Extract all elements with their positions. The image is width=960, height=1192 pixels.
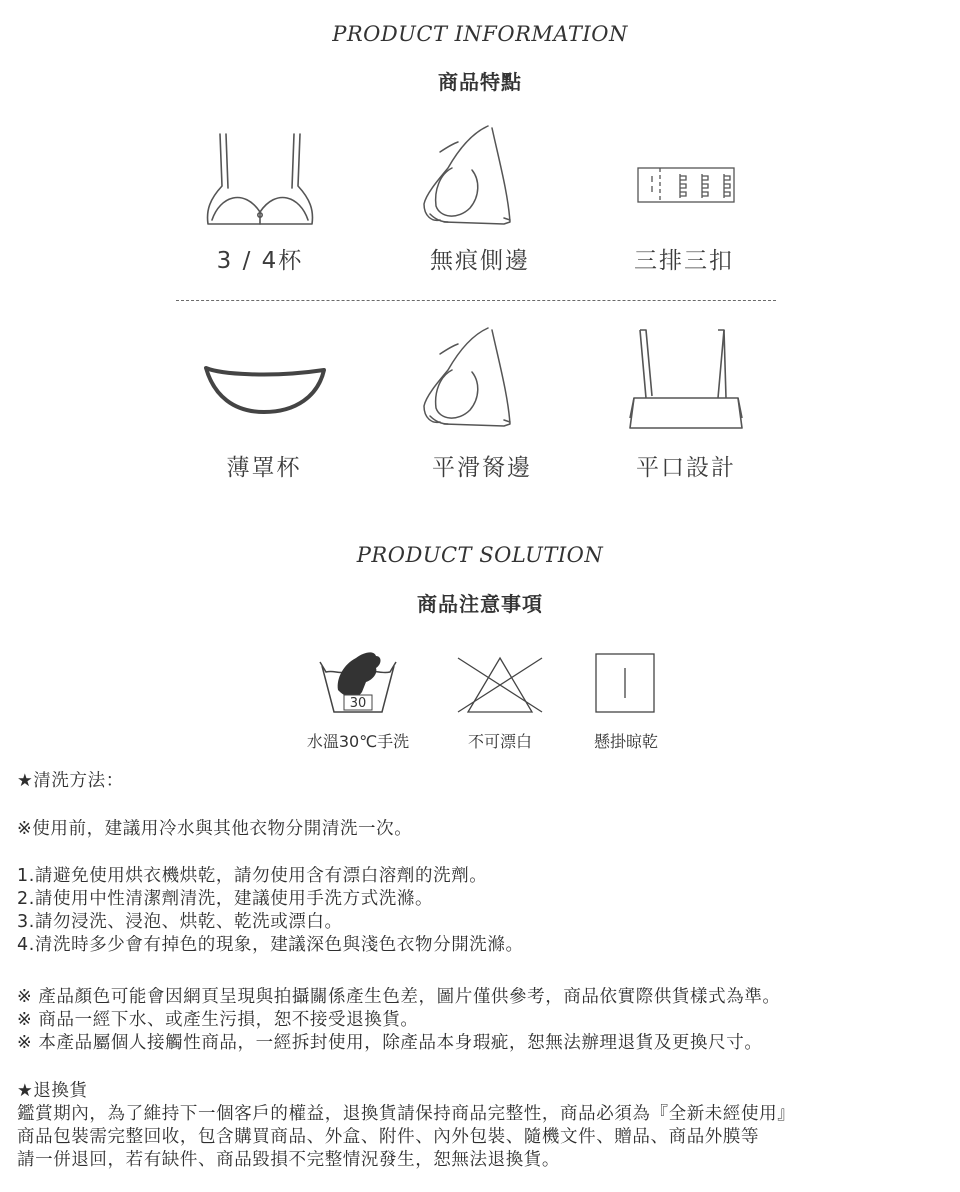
returns-title: ★退換貨 [17, 1081, 88, 1101]
bra-side-smooth-icon [400, 326, 520, 436]
care-label: 水溫30℃手洗 [306, 732, 410, 751]
care-item [278, 646, 438, 722]
feature-item [586, 124, 786, 234]
notice-line: ※ 本產品屬個人接觸性商品，一經拆封使用，除產品本身瑕疵，恕無法辦理退貨及更換尺寸。 [17, 1033, 763, 1053]
bra-icon [200, 124, 320, 234]
care-label: 懸掛晾乾 [593, 732, 658, 751]
feature-label: 平口設計 [636, 455, 736, 481]
wash-temp: 30 [349, 696, 367, 711]
wash-step: 4.清洗時多少會有掉色的現象，建議深色與淺色衣物分開洗滌。 [17, 935, 524, 955]
returns-line: 商品包裝需完整回收，包含購買商品、外盒、附件、內外包裝、隨機文件、贈品、商品外膜等 [17, 1127, 760, 1147]
feature-label: 平滑胬邊 [432, 455, 532, 481]
wash-title: ★清洗方法： [17, 771, 124, 791]
info-heading-en: PRODUCT INFORMATION [332, 22, 628, 46]
feature-label: 3 / 4杯 [216, 248, 304, 274]
line-dry-icon [546, 646, 706, 718]
wash-note: ※使用前，建議用冷水與其他衣物分開清洗一次。 [17, 819, 413, 839]
feature-label: 薄罩杯 [226, 455, 302, 481]
bra-side-icon [400, 124, 520, 234]
feature-item [200, 360, 330, 420]
notice-line: ※ 產品顏色可能會因網頁呈現與拍攝關係產生色差，圖片僅供參考，商品依實際供貨樣式為準。 [17, 987, 781, 1007]
care-label: 不可漂白 [467, 732, 532, 751]
notice-line: ※ 商品一經下水、或產生污損，恕不接受退換貨。 [17, 1010, 419, 1030]
wash-step: 2.請使用中性清潔劑清洗，建議使用手洗方式洗滌。 [17, 889, 434, 909]
feature-item [626, 326, 746, 432]
care-item [546, 646, 706, 722]
feature-divider [176, 300, 776, 301]
wash-step: 3.請勿浸洗、浸泡、烘乾、乾洗或漂白。 [17, 912, 343, 932]
returns-line: 鑑賞期內，為了維持下一個客戶的權益，退換貨請保持商品完整性，商品必須為『全新未經使用』 [17, 1104, 796, 1124]
bandeau-icon [626, 326, 746, 432]
hook-eye-icon [636, 124, 736, 234]
hand-wash-icon [278, 646, 438, 718]
feature-item [160, 124, 360, 234]
returns-line: 請一併退回，若有缺件、商品毀損不完整情況發生，恕無法退換貨。 [17, 1150, 560, 1170]
solution-heading-zh: 商品注意事項 [417, 592, 543, 616]
feature-item [360, 326, 560, 436]
cup-pad-icon [200, 360, 330, 420]
wash-step: 1.請避免使用烘衣機烘乾，請勿使用含有漂白溶劑的洗劑。 [17, 866, 488, 886]
info-heading-zh: 商品特點 [438, 70, 522, 94]
solution-heading-en: PRODUCT SOLUTION [356, 543, 604, 567]
feature-item [360, 124, 560, 234]
feature-label: 三排三扣 [634, 248, 734, 274]
feature-label: 無痕側邊 [430, 248, 530, 274]
